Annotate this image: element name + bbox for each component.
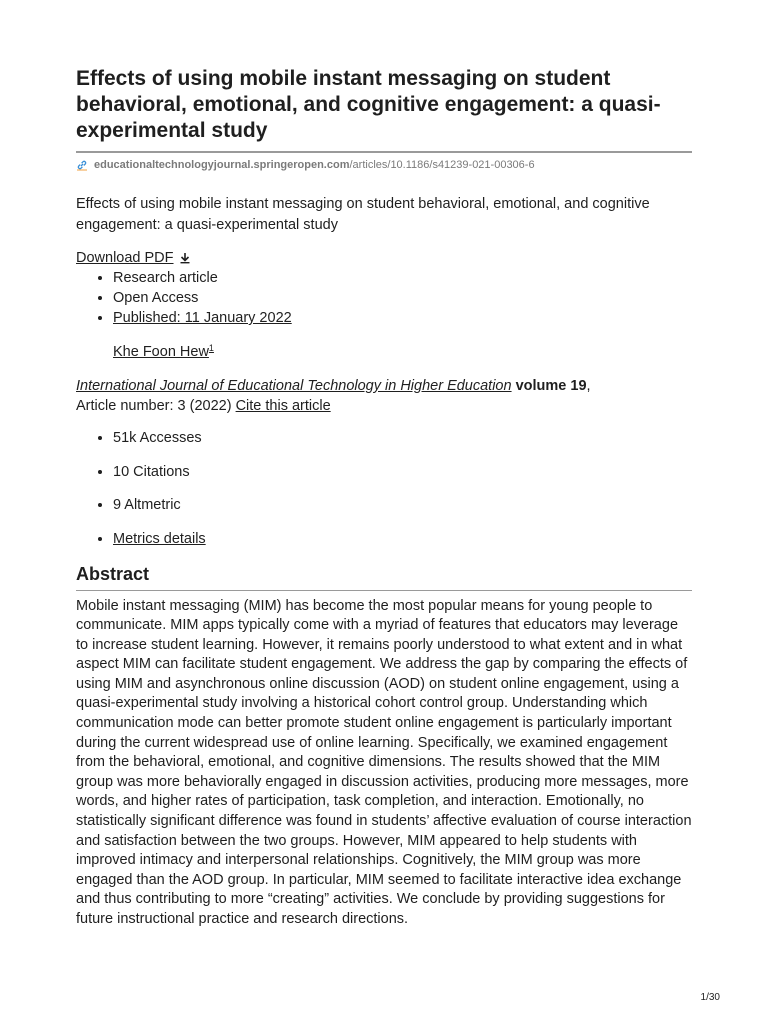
metric-altmetric: • 9 Altmetric [113, 495, 692, 515]
list-item [113, 529, 692, 549]
link-icon [76, 159, 88, 171]
journal-link[interactable] [76, 378, 512, 394]
document-page [76, 66, 692, 930]
download-row [76, 248, 692, 268]
lead-paragraph: Effects of using mobile instant messaging on student behavioral, emotional, and cognitive engagement: a quasi-experimental study [76, 196, 650, 233]
cite-article-link[interactable]: Cite this article [235, 398, 331, 414]
abstract-text: Mobile instant messaging (MIM) has become the most popular means for young people to communicate. MIM apps typically come with a myriad of features that educators may leverage to increase student learning. However, it remains poorly understood to what extent and in what aspect MIM can facilitate student engagement. We address the gap by comparing the effects of using MIM and asynchronous online discussion (AOD) on student online engagement, using a quasi-experimental study involving a historical cohort control group. Understanding which communication mode can better promote student online engagement is particularly important during the current widespread use of online learning. Specifically, we examined engagement from the behavioral, emotional, and cognitive dimensions. The results showed that the MIM group was more behaviorally engaged in discussion activities, producing more messages, more words, and higher rates of participation, task completion, and interaction. Emotionally, no statistically significant difference was found in students’ affective evaluation of course interaction and satisfaction between the two groups. However, MIM appeared to help students with improved intimacy and interpersonal relationships. Cognitively, the MIM group was more engaged than the AOD group. In particular, MIM seemed to facilitate interactive idea exchange and thus contributing to more “creating” activities. We conclude by providing suggestions for future instructional practice and research directions. [76, 597, 692, 927]
list-item [113, 308, 692, 328]
list-item: • Open Access [113, 288, 692, 308]
journal-name: International Journal of Educational Technology in Higher Education [76, 378, 512, 394]
title-divider [76, 151, 692, 153]
source-domain: educationaltechnologyjournal.springeropen.com [94, 159, 350, 171]
abstract-divider [76, 590, 692, 591]
metric-citations: • 10 Citations [113, 462, 692, 482]
metrics-list [76, 428, 692, 549]
page-number: 1/30 [700, 992, 720, 1003]
download-pdf-link[interactable] [76, 250, 174, 266]
author-link[interactable]: Khe Foon Hew [113, 344, 209, 360]
source-path: /articles/10.1186/s41239-021-00306-6 [349, 159, 535, 171]
journal-volume: volume 19 [515, 378, 587, 394]
source-url[interactable] [76, 158, 692, 172]
abstract-heading: Abstract [76, 563, 150, 584]
article-number: Article number: 3 (2022) [76, 398, 232, 414]
download-pdf-label: Download PDF [76, 250, 174, 266]
journal-comma: , [586, 378, 591, 394]
list-item: • Research article [113, 268, 692, 288]
published-date-link[interactable]: Published: 11 January 2022 [113, 310, 292, 326]
metric-accesses: • 51k Accesses [113, 428, 692, 448]
article-meta-list [76, 268, 692, 328]
download-icon[interactable] [179, 250, 191, 262]
metrics-details-link[interactable]: Metrics details [113, 530, 206, 547]
affiliation-ref-link[interactable]: 1 [208, 343, 214, 353]
article-title: Effects of using mobile instant messaging on student behavioral, emotional, and cognitive engagement: a quasi-experimental study [76, 67, 661, 142]
author-line [113, 338, 692, 362]
journal-citation [76, 376, 692, 416]
